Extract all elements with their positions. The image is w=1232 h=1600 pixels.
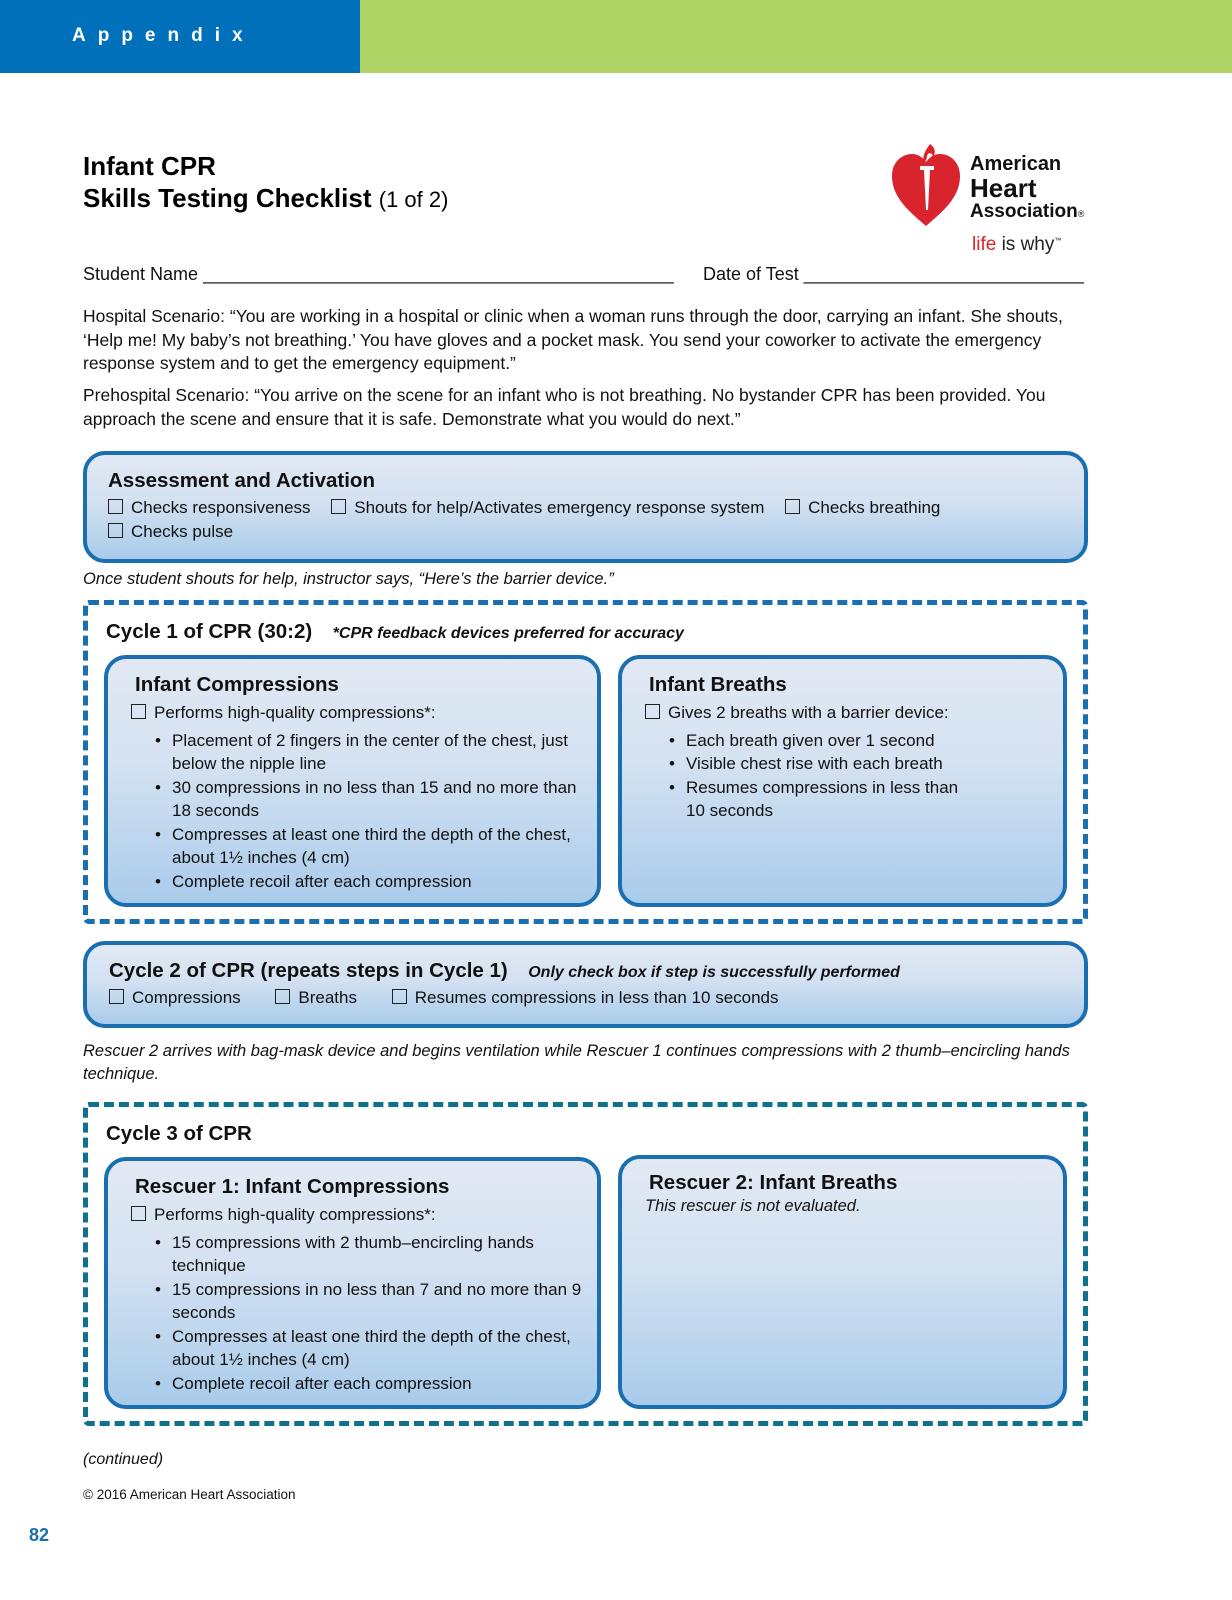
checkbox[interactable] xyxy=(131,1206,146,1221)
tagline-rest: is why xyxy=(996,234,1055,255)
registered-mark: ® xyxy=(1077,209,1085,219)
compressions-bullets xyxy=(155,729,585,894)
cycle2-compressions-item[interactable] xyxy=(109,988,241,1007)
item-label: Performs high-quality compressions*: xyxy=(154,1205,436,1224)
checkbox[interactable] xyxy=(275,989,290,1004)
cycle2-header xyxy=(109,959,1062,983)
title-line2 xyxy=(83,182,448,216)
checkbox[interactable] xyxy=(131,704,146,719)
shouts-for-help-item[interactable] xyxy=(331,498,764,517)
page-number: 82 xyxy=(29,1525,50,1545)
item-label: Checks pulse xyxy=(131,521,234,541)
title-part: (1 of 2) xyxy=(378,187,449,212)
hospital-scenario: Hospital Scenario: “You are working in a hospital or clinic when a woman runs through the door, carrying an infant. She shouts, ‘Help me! My baby’s not breathing.’ You have gloves and a pocket mask. You send your coworker to activate the emergency response system and to get the emergency equipment.” xyxy=(83,306,1063,373)
checkbox[interactable] xyxy=(785,499,800,514)
bullet-item: • 15 compressions with 2 thumb–encircling hands technique xyxy=(155,1231,585,1278)
cycle1-header xyxy=(106,620,684,644)
cycle2-title: Cycle 2 of CPR (repeats steps in Cycle 1) xyxy=(109,959,508,982)
page-title xyxy=(83,150,448,216)
checkbox[interactable] xyxy=(108,499,123,514)
assessment-row2 xyxy=(108,520,1062,544)
bullet-item: • Resumes compressions in less than 10 seconds xyxy=(669,776,969,823)
rescuer1-check-item[interactable] xyxy=(131,1203,587,1227)
cycle1-subtitle: *CPR feedback devices preferred for accuracy xyxy=(332,625,684,642)
aha-logo xyxy=(890,142,1110,262)
cycle2-items xyxy=(109,986,1062,1010)
trademark-mark: ™ xyxy=(1054,237,1062,245)
rescuer2-note: This rescuer is not evaluated. xyxy=(645,1197,861,1215)
rescuer1-title: Rescuer 1: Infant Compressions xyxy=(135,1175,450,1198)
org-name-line3-text: Association xyxy=(970,201,1078,222)
prehospital-scenario: Prehospital Scenario: “You arrive on the scene for an infant who is not breathing. No bystander CPR has been provided. You approach the scene and ensure that it is safe. Demonstrate what you would do next.” xyxy=(83,385,1046,429)
header-band-blue xyxy=(0,0,360,73)
checkbox[interactable] xyxy=(645,704,660,719)
cycle2-resumes-item[interactable] xyxy=(392,988,779,1007)
check-responsiveness-item[interactable] xyxy=(108,498,311,517)
copyright: © 2016 American Heart Association xyxy=(83,1487,296,1502)
section-label: Appendix xyxy=(72,25,255,46)
org-name-line2: Heart xyxy=(970,173,1037,203)
checkbox[interactable] xyxy=(109,989,124,1004)
assessment-title: Assessment and Activation xyxy=(108,469,375,492)
bullet-item: • 15 compressions in no less than 7 and no more than 9 seconds xyxy=(155,1278,585,1325)
rescuer2-note: Rescuer 2 arrives with bag-mask device and begins ventilation while Rescuer 1 continues compressions with 2 thumb–encircling hands technique. xyxy=(83,1042,1070,1083)
compressions-title: Infant Compressions xyxy=(135,673,339,696)
item-label: Breaths xyxy=(298,988,357,1007)
item-label: Compressions xyxy=(132,988,241,1007)
checkbox[interactable] xyxy=(392,989,407,1004)
cycle3-rescuer2-box xyxy=(618,1155,1067,1409)
breaths-bullets xyxy=(669,729,969,823)
compressions-check-item[interactable] xyxy=(131,701,587,725)
instructor-note: Once student shouts for help, instructor says, “Here’s the barrier device.” xyxy=(83,570,614,588)
checkbox[interactable] xyxy=(108,523,123,538)
assessment-box xyxy=(83,451,1088,563)
item-label: Checks responsiveness xyxy=(131,498,311,517)
item-label: Checks breathing xyxy=(808,498,941,517)
student-name-label: Student Name xyxy=(83,264,199,284)
rescuer1-bullets xyxy=(155,1231,585,1396)
student-name-line[interactable]: _______________________________________________ xyxy=(203,264,674,284)
title-line1: Infant CPR xyxy=(83,151,216,181)
checks-breathing-item[interactable] xyxy=(785,498,940,517)
breaths-title: Infant Breaths xyxy=(649,673,787,696)
item-label: Performs high-quality compressions*: xyxy=(154,703,436,722)
item-label: Shouts for help/Activates emergency response system xyxy=(354,498,765,517)
continued-label: (continued) xyxy=(83,1451,164,1468)
item-label: Resumes compressions in less than 10 seconds xyxy=(414,988,779,1007)
heart-torch-icon xyxy=(890,142,962,228)
bullet-item: • 30 compressions in no less than 15 and no more than 18 seconds xyxy=(155,776,585,823)
checkbox[interactable] xyxy=(331,499,346,514)
bullet-item: • Complete recoil after each compression xyxy=(155,870,585,894)
title-line2-text: Skills Testing Checklist xyxy=(83,183,372,213)
student-name-field[interactable] xyxy=(83,264,674,285)
cycle3-title: Cycle 3 of CPR xyxy=(106,1122,252,1145)
bullet-item: • Complete recoil after each compression xyxy=(155,1372,585,1396)
cycle1-title: Cycle 1 of CPR (30:2) xyxy=(106,620,313,643)
checks-pulse-item[interactable] xyxy=(108,522,233,541)
breaths-check-item[interactable] xyxy=(645,701,1053,725)
rescuer2-title: Rescuer 2: Infant Breaths xyxy=(649,1171,898,1194)
header-band xyxy=(0,0,1232,73)
bullet-item: • Compresses at least one third the depth of the chest, about 1½ inches (4 cm) xyxy=(155,1325,585,1372)
date-of-test-field[interactable] xyxy=(703,264,1084,285)
cycle2-subtitle: Only check box if step is successfully performed xyxy=(528,964,900,981)
tagline xyxy=(972,234,1061,256)
date-line[interactable]: ____________________________ xyxy=(803,264,1085,284)
date-label: Date of Test xyxy=(703,264,799,284)
org-name-line1: American xyxy=(970,153,1062,175)
cycle1-breaths-box xyxy=(618,655,1067,907)
tagline-highlight: life xyxy=(972,234,997,255)
cycle3-rescuer1-box xyxy=(104,1157,601,1409)
bullet-item: • Compresses at least one third the depth of the chest, about 1½ inches (4 cm) xyxy=(155,823,585,870)
cycle1-compressions-box xyxy=(104,655,601,907)
bullet-item: • Visible chest rise with each breath xyxy=(669,752,969,776)
bullet-item: • Each breath given over 1 second xyxy=(669,729,969,753)
org-name xyxy=(970,154,1084,221)
cycle2-breaths-item[interactable] xyxy=(275,988,357,1007)
org-name-line3 xyxy=(970,202,1084,221)
assessment-row1 xyxy=(108,496,1062,520)
cycle2-box xyxy=(83,941,1088,1028)
header-band-green xyxy=(360,0,1232,73)
item-label: Gives 2 breaths with a barrier device: xyxy=(668,703,949,722)
bullet-item: • Placement of 2 fingers in the center of the chest, just below the nipple line xyxy=(155,729,585,776)
